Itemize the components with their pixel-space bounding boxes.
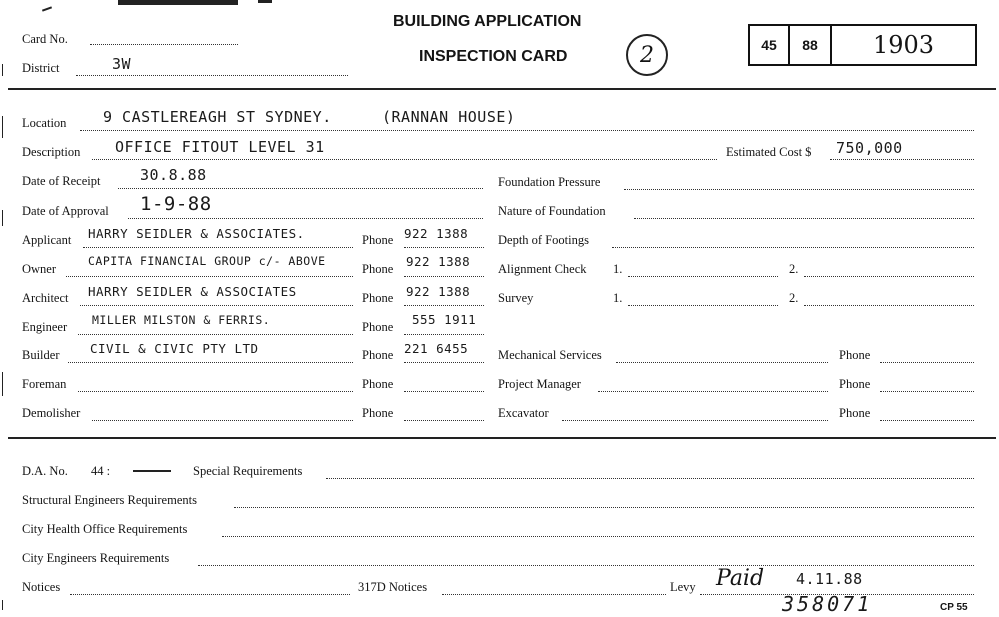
levy-label: Levy — [670, 580, 696, 594]
applicant-phone-field[interactable] — [404, 247, 484, 248]
location-value: 9 CASTLEREAGH ST SYDNEY. — [103, 108, 332, 126]
district-value: 3W — [112, 55, 132, 73]
district-field[interactable] — [76, 75, 348, 76]
applicant-field[interactable] — [83, 247, 353, 248]
mechanical-field[interactable] — [616, 362, 828, 363]
notices-field[interactable] — [70, 594, 350, 595]
builder-label: Builder — [22, 348, 60, 362]
builder-value: CIVIL & CIVIC PTY LTD — [90, 341, 259, 356]
left-edge-tick-5 — [2, 600, 3, 610]
engineer-value: MILLER MILSTON & FERRIS. — [92, 313, 271, 327]
builder-phone-label: Phone — [362, 348, 394, 362]
architect-phone-label: Phone — [362, 291, 394, 305]
builder-field[interactable] — [68, 362, 353, 363]
location-label: Location — [22, 116, 67, 130]
317d-notices-field[interactable] — [442, 594, 666, 595]
da-no-label: D.A. No. — [22, 464, 68, 478]
builder-phone-value: 221 6455 — [404, 341, 469, 356]
foundation-pressure-label: Foundation Pressure — [498, 175, 601, 189]
applicant-phone-value: 922 1388 — [404, 226, 469, 241]
alignment-check-2-label: 2. — [789, 262, 799, 276]
engineer-phone-field[interactable] — [404, 334, 484, 335]
survey-2-label: 2. — [789, 291, 799, 305]
estimated-cost-label: Estimated Cost $ — [726, 145, 812, 159]
excavator-label: Excavator — [498, 406, 549, 420]
date-approval-label: Date of Approval — [22, 204, 109, 218]
estimated-cost-value: 750,000 — [836, 139, 903, 157]
nature-foundation-label: Nature of Foundation — [498, 204, 606, 218]
architect-label: Architect — [22, 291, 69, 305]
top-edge-mark — [118, 0, 238, 5]
structural-req-label: Structural Engineers Requirements — [22, 493, 197, 507]
receipt-number: 358071 — [782, 592, 873, 616]
form-title-line2: INSPECTION CARD — [419, 48, 568, 65]
project-manager-phone-label: Phone — [839, 377, 871, 391]
demolisher-phone-field[interactable] — [404, 420, 484, 421]
mechanical-phone-field[interactable] — [880, 362, 974, 363]
health-req-field[interactable] — [222, 536, 974, 537]
architect-phone-value: 922 1388 — [406, 284, 471, 299]
special-requirements-field[interactable] — [326, 478, 974, 479]
description-label: Description — [22, 145, 81, 159]
excavator-phone-label: Phone — [839, 406, 871, 420]
left-edge-tick-4 — [2, 372, 3, 396]
left-edge-tick-1 — [2, 64, 3, 76]
description-value: OFFICE FITOUT LEVEL 31 — [115, 138, 325, 156]
date-approval-value: 1-9-88 — [140, 193, 212, 215]
survey-1-label: 1. — [613, 291, 623, 305]
ref-box-card-id — [830, 24, 977, 66]
alignment-check-2-field[interactable] — [804, 276, 974, 277]
card-no-field[interactable] — [90, 44, 238, 45]
alignment-check-1-field[interactable] — [628, 276, 778, 277]
date-receipt-value: 30.8.88 — [140, 166, 207, 184]
city-eng-req-field[interactable] — [198, 565, 974, 566]
foundation-pressure-field[interactable] — [624, 189, 974, 190]
foreman-phone-field[interactable] — [404, 391, 484, 392]
notices-label: Notices — [22, 580, 61, 594]
description-field[interactable] — [92, 159, 717, 160]
demolisher-field[interactable] — [92, 420, 353, 421]
card-code: CP 55 — [940, 602, 968, 613]
header-divider — [8, 88, 996, 90]
depth-footings-field[interactable] — [612, 247, 974, 248]
depth-footings-label: Depth of Footings — [498, 233, 589, 247]
circled-number-value: 2 — [640, 42, 654, 68]
owner-label: Owner — [22, 262, 57, 276]
owner-field[interactable] — [66, 276, 353, 277]
date-receipt-field[interactable] — [118, 188, 483, 189]
card-no-label: Card No. — [22, 32, 68, 46]
ref-box-number-value: 88 — [802, 37, 818, 53]
city-eng-req-label: City Engineers Requirements — [22, 551, 170, 565]
structural-req-field[interactable] — [234, 507, 974, 508]
estimated-cost-field[interactable] — [830, 159, 974, 160]
project-manager-phone-field[interactable] — [880, 391, 974, 392]
alignment-check-1-label: 1. — [613, 262, 623, 276]
engineer-phone-label: Phone — [362, 320, 394, 334]
ref-box-year-value: 45 — [761, 37, 777, 53]
top-edge-mark-small — [258, 0, 272, 3]
foreman-field[interactable] — [78, 391, 353, 392]
survey-2-field[interactable] — [804, 305, 974, 306]
form-title-line1: BUILDING APPLICATION — [393, 13, 582, 30]
owner-phone-value: 922 1388 — [406, 254, 471, 269]
location-field[interactable] — [80, 130, 974, 131]
engineer-field[interactable] — [78, 334, 353, 335]
survey-label: Survey — [498, 291, 534, 305]
architect-phone-field[interactable] — [404, 305, 484, 306]
levy-paid-value: Paid — [716, 566, 765, 591]
da-no-dash — [133, 470, 171, 472]
health-req-label: City Health Office Requirements — [22, 522, 188, 536]
project-manager-label: Project Manager — [498, 377, 581, 391]
foreman-phone-label: Phone — [362, 377, 394, 391]
location-extra: (RANNAN HOUSE) — [382, 108, 516, 126]
left-edge-tick-3 — [2, 210, 3, 226]
district-label: District — [22, 61, 60, 75]
owner-phone-field[interactable] — [404, 276, 484, 277]
owner-value: CAPITA FINANCIAL GROUP c/- ABOVE — [88, 254, 326, 268]
body-divider — [8, 437, 996, 439]
survey-1-field[interactable] — [628, 305, 778, 306]
applicant-phone-label: Phone — [362, 233, 394, 247]
317d-notices-label: 317D Notices — [358, 580, 428, 594]
alignment-check-label: Alignment Check — [498, 262, 587, 276]
special-requirements-label: Special Requirements — [193, 464, 303, 478]
builder-phone-field[interactable] — [404, 362, 484, 363]
engineer-label: Engineer — [22, 320, 68, 334]
top-left-tick — [42, 6, 52, 11]
demolisher-phone-label: Phone — [362, 406, 394, 420]
mechanical-label: Mechanical Services — [498, 348, 602, 362]
project-manager-field[interactable] — [598, 391, 828, 392]
owner-phone-label: Phone — [362, 262, 394, 276]
excavator-phone-field[interactable] — [880, 420, 974, 421]
nature-foundation-field[interactable] — [634, 218, 974, 219]
demolisher-label: Demolisher — [22, 406, 81, 420]
ref-box-number — [788, 24, 832, 66]
levy-date-value: 4.11.88 — [796, 570, 863, 588]
applicant-label: Applicant — [22, 233, 72, 247]
circled-number — [626, 34, 668, 76]
foreman-label: Foreman — [22, 377, 67, 391]
da-no-value: 44 : — [91, 464, 111, 478]
applicant-value: HARRY SEIDLER & ASSOCIATES. — [88, 226, 305, 241]
engineer-phone-value: 555 1911 — [412, 312, 477, 327]
architect-field[interactable] — [80, 305, 353, 306]
date-approval-field[interactable] — [128, 218, 483, 219]
excavator-field[interactable] — [562, 420, 828, 421]
ref-box-card-id-value: 1903 — [872, 31, 935, 59]
date-receipt-label: Date of Receipt — [22, 174, 101, 188]
mechanical-phone-label: Phone — [839, 348, 871, 362]
architect-value: HARRY SEIDLER & ASSOCIATES — [88, 284, 297, 299]
ref-box-year — [748, 24, 790, 66]
left-edge-tick-2 — [2, 116, 3, 138]
